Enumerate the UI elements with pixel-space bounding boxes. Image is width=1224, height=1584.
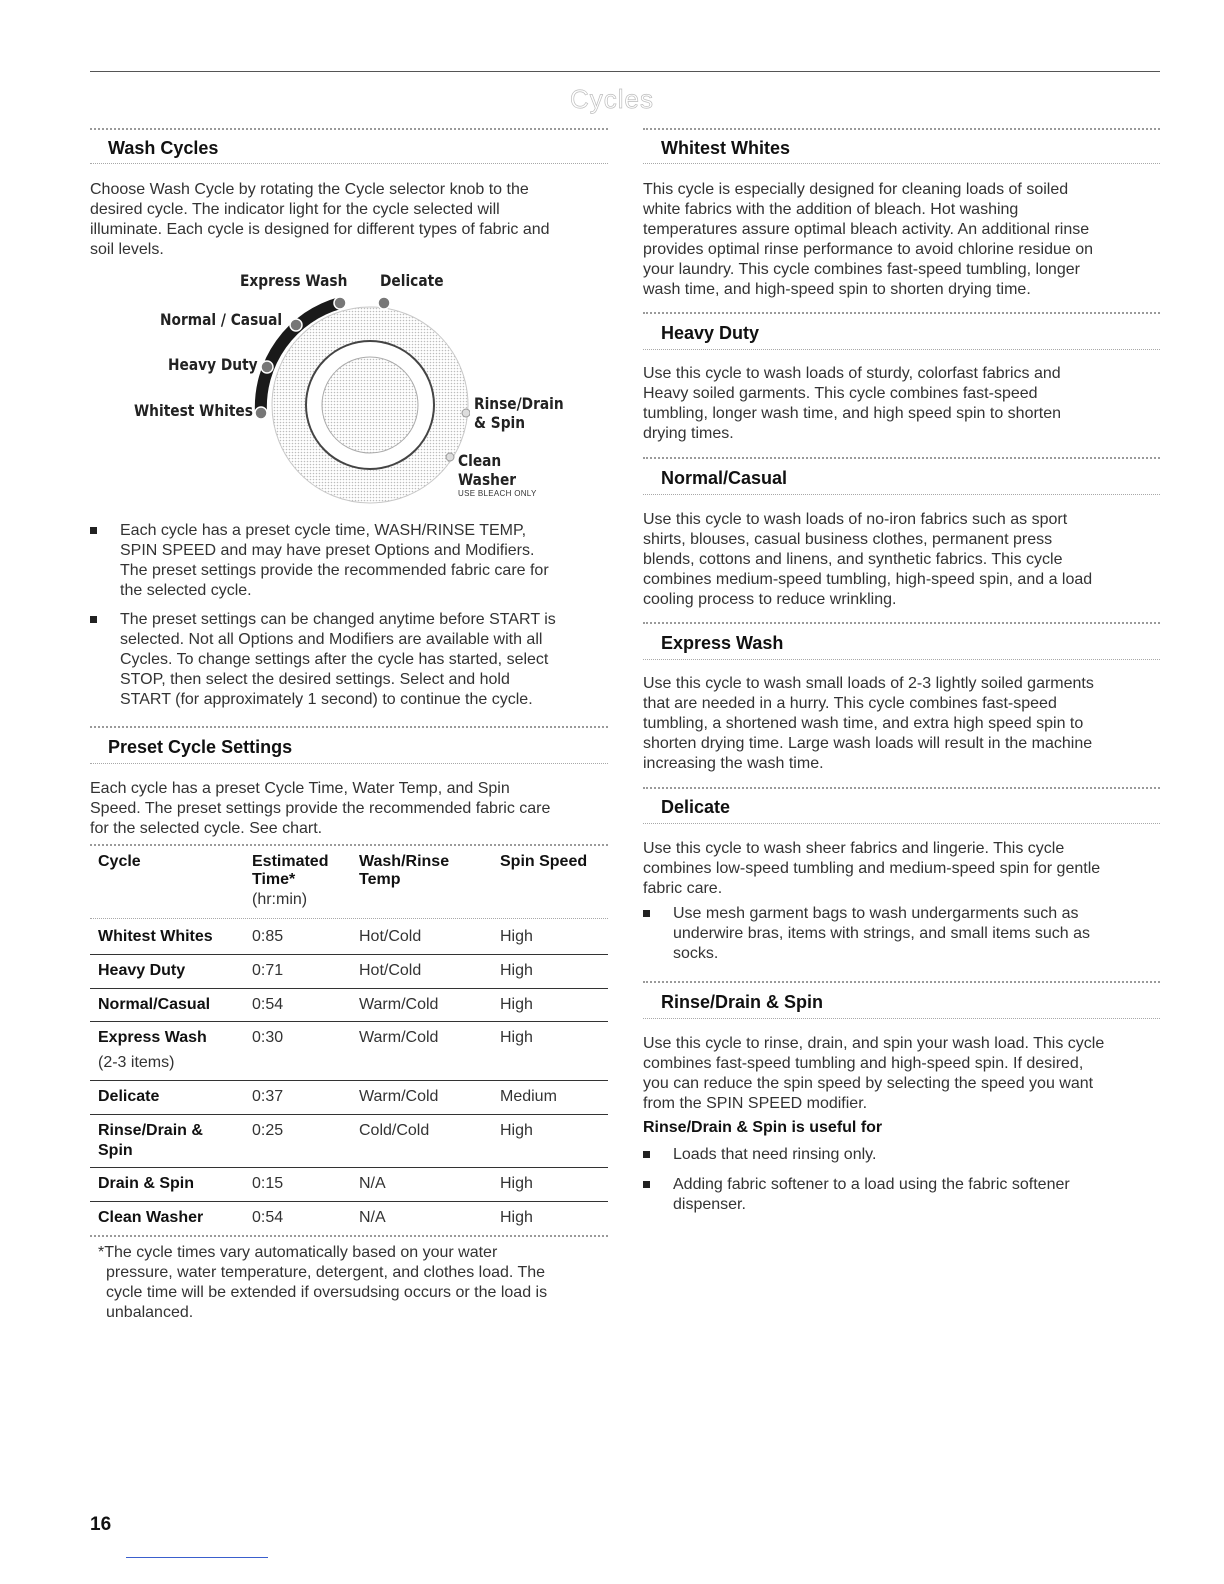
- table-cell-temp: Warm/Cold: [359, 1088, 439, 1105]
- table-cell-cycle: Heavy Duty: [98, 962, 186, 979]
- table-cell-cycle: Normal/Casual: [98, 996, 211, 1013]
- dial-label-whitest-whites: Whitest Whites: [134, 401, 253, 420]
- row-divider: [90, 1021, 608, 1022]
- dial-label-spin: & Spin: [474, 413, 526, 432]
- table-cell-spin: High: [500, 1122, 533, 1139]
- column-header-temp: Wash/Rinse Temp: [359, 853, 450, 888]
- express-wash-text: Use this cycle to wash small loads of 2-3 lightly soiled garments that are needed in a hurry. This cycle combines fast-speed tumbling, a shortened wash time, and extra high speed spin to shorten drying time. Large wash loads will result in the machine increasing the wash time.: [643, 675, 1094, 772]
- table-cell-time: 0:25: [252, 1122, 284, 1139]
- rinse-drain-spin-subheading: Rinse/Drain & Spin is useful for: [643, 1119, 883, 1136]
- divider: [643, 622, 1160, 624]
- divider: [643, 823, 1160, 824]
- normal-casual-heading: Normal/Casual: [661, 468, 788, 488]
- preset-intro: Each cycle has a preset Cycle Time, Water Temp, and Spin Speed. The preset settings provide the recommended fabric care for the selected cycle. See chart.: [90, 780, 551, 837]
- row-divider: [90, 1167, 608, 1168]
- row-divider: [90, 1201, 608, 1202]
- table-top-rule: [90, 844, 608, 846]
- delicate-heading: Delicate: [661, 797, 731, 817]
- indicator-light: [462, 409, 470, 417]
- divider: [643, 659, 1160, 660]
- divider: [90, 918, 608, 919]
- dial-label-rinse-drain: Rinse/Drain: [474, 394, 564, 413]
- indicator-light: [290, 319, 302, 331]
- table-cell-temp: N/A: [359, 1209, 386, 1226]
- table-cell-time: 0:37: [252, 1088, 284, 1105]
- table-cell-time: 0:30: [252, 1029, 284, 1046]
- row-divider: [90, 1080, 608, 1081]
- page-number: 16: [90, 1514, 112, 1535]
- table-cell-cycle: Express Wash: [98, 1029, 207, 1046]
- table-cell-spin: High: [500, 1209, 533, 1226]
- bullet-icon: [643, 910, 650, 917]
- table-cell-cycle: Spin: [98, 1142, 133, 1159]
- heavy-duty-heading: Heavy Duty: [661, 323, 760, 343]
- table-cell-spin: High: [500, 996, 533, 1013]
- indicator-light: [261, 361, 273, 373]
- table-cell-cycle: Drain & Spin: [98, 1175, 195, 1192]
- divider: [643, 457, 1160, 459]
- dial-label-washer: Washer: [458, 470, 517, 489]
- bullet-icon: [643, 1151, 650, 1158]
- table-cell-time: 0:15: [252, 1175, 284, 1192]
- divider: [643, 128, 1160, 130]
- divider: [643, 163, 1160, 164]
- divider: [643, 349, 1160, 350]
- indicator-light: [334, 297, 346, 309]
- indicator-light: [446, 453, 454, 461]
- divider: [643, 787, 1160, 789]
- dial-knob-center: [322, 357, 418, 453]
- column-header-time: Estimated Time* (hr:min): [252, 853, 329, 908]
- indicator-light: [255, 407, 267, 419]
- bullet-icon: [643, 1181, 650, 1188]
- top-rule: [90, 71, 1160, 72]
- table-cell-temp: Warm/Cold: [359, 1029, 439, 1046]
- dial-label-clean: Clean: [458, 451, 502, 470]
- delicate-text: Use this cycle to wash sheer fabrics and lingerie. This cycle combines low-speed tumbling and medium-speed spin for gentle fabric care.: [643, 840, 1101, 897]
- list-item: Loads that need rinsing only.: [643, 1145, 1193, 1165]
- row-divider: [90, 954, 608, 955]
- list-item: Use mesh garment bags to wash undergarments such as underwire bras, items with strings, and small items such as socks.: [643, 904, 1193, 964]
- divider: [643, 981, 1160, 983]
- column-header-spin: Spin Speed: [500, 853, 588, 870]
- table-cell-cycle: Whitest Whites: [98, 928, 213, 945]
- whitest-whites-heading: Whitest Whites: [661, 138, 790, 158]
- divider: [90, 763, 608, 764]
- preset-settings-heading: Preset Cycle Settings: [108, 737, 293, 757]
- table-footnote: *The cycle times vary automatically based on your water pressure, water temperature, detergent, and clothes load. The cycle time will be extended if oversudsing occurs or the load is unbalanced.: [98, 1244, 548, 1321]
- table-cell-temp: Hot/Cold: [359, 928, 422, 945]
- normal-casual-text: Use this cycle to wash loads of no-iron fabrics such as sport shirts, blouses, casual business clothes, permanent press blends, cottons and linens, and synthetic fabrics. This cycle combines medium-speed tumbling, high-speed spin, and a load cooling process to reduce wrinkling.: [643, 511, 1093, 608]
- table-cell-time: 0:54: [252, 996, 284, 1013]
- table-cell-cycle: Clean Washer: [98, 1209, 204, 1226]
- table-cell-temp: Warm/Cold: [359, 996, 439, 1013]
- table-bottom-rule: [90, 1235, 608, 1237]
- whitest-whites-text: This cycle is especially designed for cleaning loads of soiled white fabrics with the addition of bleach. Hot washing temperatures assure optimal bleach activity. An additional rinse provides optimal rinse performance to avoid chlorine residue on your laundry. This cycle combines fast-speed tumbling, longer wash time, and high-speed spin to shorten drying time.: [643, 181, 1094, 298]
- table-cell-temp: Hot/Cold: [359, 962, 422, 979]
- column-header-cycle: Cycle: [98, 853, 141, 870]
- row-divider: [90, 1114, 608, 1115]
- divider: [90, 726, 608, 728]
- list-item: Adding fabric softener to a load using the fabric softener dispenser.: [643, 1175, 1193, 1215]
- table-cell-spin: High: [500, 1175, 533, 1192]
- divider: [90, 163, 608, 164]
- table-cell-time: 0:54: [252, 1209, 284, 1226]
- bullet-icon: [90, 616, 97, 623]
- list-item: The preset settings can be changed anytime before START is selected. Not all Options and Modifiers are available with all Cycles. To change settings after the cycle has started, select STOP, then select the desired settings. Select and hold START (for approximately 1 second) to continue the cycle.: [90, 610, 640, 710]
- dial-label-heavy-duty: Heavy Duty: [168, 355, 258, 374]
- divider: [90, 128, 608, 130]
- dial-label-bleach-note: USE BLEACH ONLY: [458, 489, 537, 498]
- wash-cycles-heading: Wash Cycles: [108, 138, 219, 158]
- table-cell-spin: High: [500, 962, 533, 979]
- table-cell-cycle: Delicate: [98, 1088, 160, 1105]
- table-cell-time: 0:85: [252, 928, 284, 945]
- bullet-icon: [90, 527, 97, 534]
- table-cell-temp: Cold/Cold: [359, 1122, 430, 1139]
- table-cell-spin: High: [500, 1029, 533, 1046]
- express-wash-heading: Express Wash: [661, 633, 784, 653]
- indicator-light: [378, 297, 390, 309]
- divider: [643, 494, 1160, 495]
- table-cell-temp: N/A: [359, 1175, 386, 1192]
- footer-rule: [126, 1557, 268, 1558]
- rinse-drain-spin-text: Use this cycle to rinse, drain, and spin your wash load. This cycle combines fast-speed tumbling and high-speed spin. If desired, you can reduce the spin speed by selecting the speed you want from the SPIN SPEED modifier.: [643, 1035, 1105, 1112]
- table-cell-cycle: Rinse/Drain &: [98, 1122, 203, 1139]
- dial-label-delicate: Delicate: [380, 271, 444, 290]
- heavy-duty-text: Use this cycle to wash loads of sturdy, colorfast fabrics and Heavy soiled garments. This cycle combines fast-speed tumbling, longer wash time, and high speed spin to shorten drying times.: [643, 365, 1062, 442]
- divider: [643, 312, 1160, 314]
- row-divider: [90, 988, 608, 989]
- wash-cycles-intro: Choose Wash Cycle by rotating the Cycle selector knob to the desired cycle. The indicator light for the cycle selected will illuminate. Each cycle is designed for different types of fabric and soil levels.: [90, 181, 550, 258]
- page-title: Cycles: [569, 84, 654, 114]
- rinse-drain-spin-heading: Rinse/Drain & Spin: [661, 992, 824, 1012]
- dial-label-express-wash: Express Wash: [240, 271, 348, 290]
- divider: [643, 1018, 1160, 1019]
- table-cell-spin: Medium: [500, 1088, 557, 1105]
- table-cell-cycle-note: (2-3 items): [98, 1054, 175, 1071]
- table-cell-time: 0:71: [252, 962, 284, 979]
- dial-label-normal-casual: Normal / Casual: [160, 310, 283, 329]
- table-cell-spin: High: [500, 928, 533, 945]
- list-item: Each cycle has a preset cycle time, WASH/RINSE TEMP, SPIN SPEED and may have preset Options and Modifiers. The preset settings provide the recommended fabric care for the selected cycle.: [90, 521, 640, 601]
